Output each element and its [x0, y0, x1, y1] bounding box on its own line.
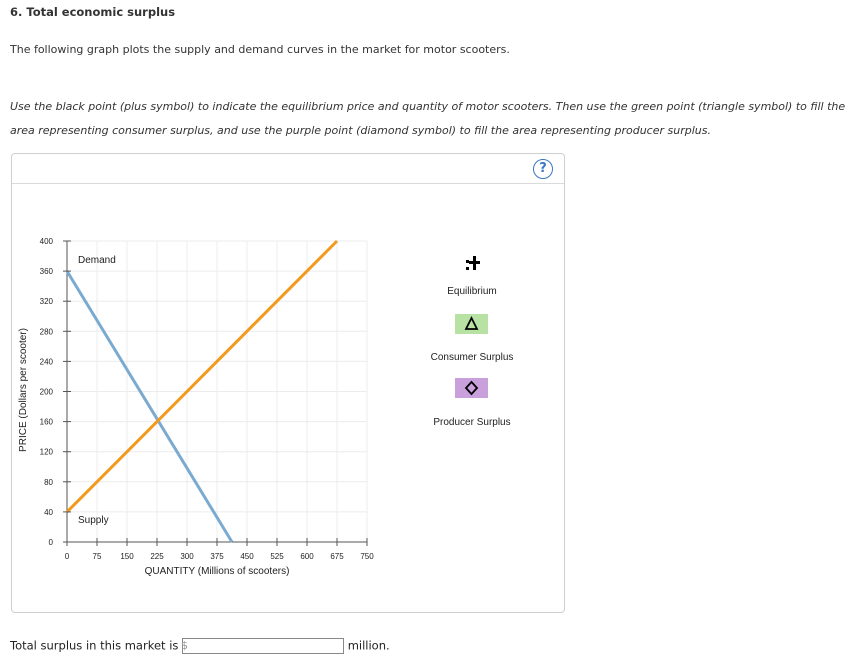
y-tick-label: 400: [39, 237, 53, 246]
x-tick-label: 600: [300, 552, 314, 561]
x-tick-label: 75: [92, 552, 102, 561]
x-tick-label: 225: [150, 552, 164, 561]
legend-consumer-surplus-label: Consumer Surplus: [430, 352, 514, 363]
y-tick-label: 120: [39, 447, 53, 457]
supply-curve: [67, 241, 337, 512]
x-tick-label: 150: [120, 552, 134, 561]
legend-producer-surplus-label: Producer Surplus: [433, 417, 511, 428]
question-intro: The following graph plots the supply and demand curves in the market for motor scooters.: [10, 43, 510, 56]
y-tick-label: 80: [44, 477, 53, 487]
chart-ticks: [40, 237, 375, 561]
total-surplus-prefix: Total surplus in this market is: [10, 638, 179, 653]
x-tick-label: 300: [180, 552, 194, 561]
y-tick-label: 320: [39, 297, 53, 307]
plus-icon: [466, 256, 480, 270]
supply-demand-chart[interactable]: [12, 154, 564, 612]
x-tick-label: 525: [270, 552, 284, 561]
question-circle-icon[interactable]: ?: [533, 159, 553, 179]
x-tick-label: 675: [330, 552, 344, 561]
y-tick-label: 160: [39, 417, 53, 427]
graph-panel: [11, 153, 565, 613]
x-tick-label: 750: [360, 552, 374, 561]
consumer-surplus-tool[interactable]: [455, 314, 488, 334]
y-tick-label: 240: [39, 357, 53, 367]
currency-symbol: $: [181, 639, 188, 652]
equilibrium-tool[interactable]: [466, 256, 480, 270]
y-tick-label: 280: [39, 327, 53, 337]
total-surplus-input[interactable]: [182, 638, 344, 654]
total-surplus-suffix: million.: [347, 638, 390, 653]
x-tick-label: 450: [240, 552, 254, 561]
legend-equilibrium-label: Equilibrium: [447, 286, 497, 297]
producer-surplus-tool[interactable]: [455, 378, 488, 398]
x-tick-label: 0: [64, 552, 70, 561]
y-tick-label: 40: [44, 507, 53, 517]
y-axis-label: PRICE (Dollars per scooter): [18, 328, 29, 452]
chart-grid: [67, 241, 367, 542]
question-title: 6. Total economic surplus: [10, 5, 176, 19]
x-axis-label: QUANTITY (Millions of scooters): [144, 566, 290, 577]
y-tick-label: 360: [39, 267, 53, 277]
y-tick-label: 200: [39, 387, 53, 397]
supply-label: Supply: [78, 515, 109, 526]
x-tick-label: 375: [210, 552, 224, 561]
question-instructions: Use the black point (plus symbol) to indicate the equilibrium price and quantity of motor scooters. Then use the green point (triangle symbol) to fill the area representing consumer surplus, and use the purple point (diamond symbol) to fill the area representing producer surplus.: [10, 100, 846, 137]
demand-label: Demand: [78, 255, 116, 266]
demand-curve: [67, 271, 232, 542]
y-tick-label: 0: [48, 538, 53, 547]
total-surplus-row: [10, 638, 390, 654]
